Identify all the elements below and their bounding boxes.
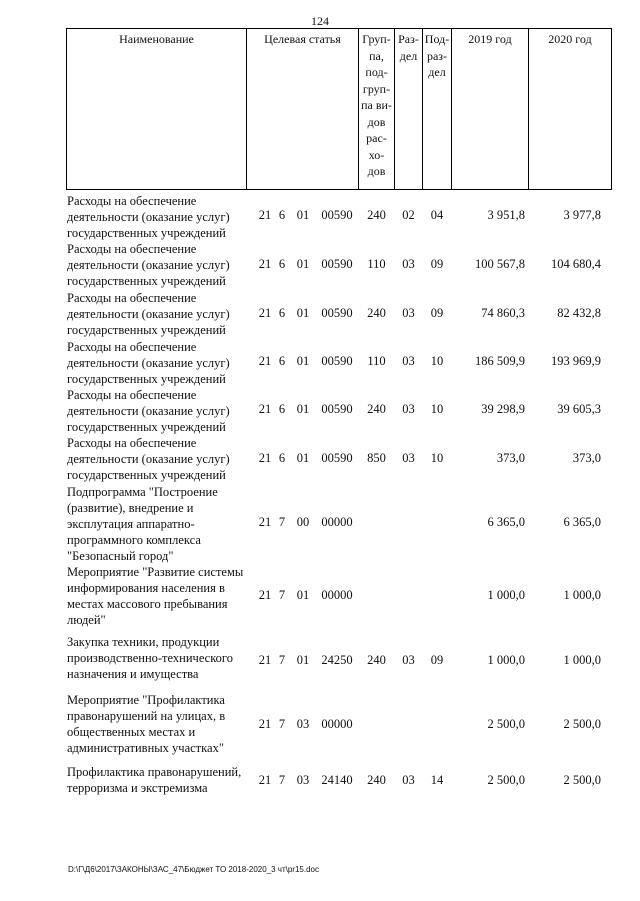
- row-name: Расходы на обеспечение деятельности (оказание услуг) государственных учреждений: [67, 388, 230, 434]
- row-code-d: 00590: [321, 306, 353, 320]
- table-row: [0, 484, 640, 564]
- row-name: Расходы на обеспечение деятельности (оказание услуг) государственных учреждений: [67, 340, 230, 386]
- row-code-b: 7: [278, 588, 286, 602]
- row-section: 03: [402, 653, 415, 667]
- header-group-line: под-: [365, 65, 388, 79]
- header-group: [359, 31, 394, 180]
- row-code-d: 00000: [321, 515, 353, 529]
- row-2019: 186 509,9: [475, 354, 525, 368]
- row-code-a: 21: [258, 653, 272, 667]
- table-header: [66, 28, 612, 190]
- header-group-line: дов: [367, 114, 386, 129]
- row-2020: 3 977,8: [563, 208, 601, 222]
- row-section: 03: [402, 354, 415, 368]
- table-row: [0, 241, 640, 290]
- row-code-d: 00590: [321, 354, 353, 368]
- row-section: 03: [402, 451, 415, 465]
- row-code-b: 6: [278, 451, 286, 465]
- row-subsection: 04: [430, 208, 444, 222]
- header-2020: 2020 год: [548, 32, 592, 46]
- row-2020: 2 500,0: [563, 717, 601, 731]
- row-section: 03: [402, 402, 415, 416]
- header-group-line: груп-: [362, 81, 391, 96]
- row-2019: 373,0: [496, 451, 525, 465]
- row-name: Мероприятие "Развитие системы информирования населения в местах массового пребывания людей": [67, 565, 244, 627]
- row-name: Профилактика правонарушений, терроризма и экстремизма: [67, 765, 242, 795]
- row-2020: 82 432,8: [557, 306, 601, 320]
- row-section: 03: [402, 257, 415, 271]
- row-code-b: 6: [278, 257, 286, 271]
- header-subsection: [423, 31, 451, 81]
- row-name: Подпрограмма "Построение (развитие), внедрение и эксплутация аппаратно-программного комплекса "Безопасный город": [67, 485, 218, 563]
- table-row: [0, 290, 640, 339]
- row-section: 02: [402, 208, 415, 222]
- row-2020: 1 000,0: [563, 588, 601, 602]
- row-code-a: 21: [258, 451, 272, 465]
- row-code-b: 6: [278, 208, 286, 222]
- table-row: [0, 193, 640, 241]
- header-subsection-line: раз-: [426, 48, 448, 63]
- row-2019: 74 860,3: [481, 306, 525, 320]
- row-code-a: 21: [258, 208, 272, 222]
- row-code-c: 03: [296, 773, 310, 787]
- row-code-d: 00000: [321, 717, 353, 731]
- row-group: 110: [367, 354, 386, 368]
- header-target: Целевая статья: [264, 32, 341, 46]
- row-name: Расходы на обеспечение деятельности (оказание услуг) государственных учреждений: [67, 194, 230, 240]
- row-2019: 100 567,8: [475, 257, 525, 271]
- header-section: [395, 31, 422, 64]
- row-code-c: 01: [296, 306, 310, 320]
- row-code-c: 01: [296, 208, 310, 222]
- header-divider: [528, 28, 529, 190]
- table-row: [0, 339, 640, 387]
- header-section-line: дел: [399, 48, 418, 63]
- row-2019: 6 365,0: [487, 515, 525, 529]
- page-number: 124: [311, 14, 329, 28]
- row-group: 240: [367, 402, 386, 416]
- row-code-a: 21: [258, 588, 272, 602]
- table-row: [0, 564, 640, 634]
- row-group: 110: [367, 257, 386, 271]
- row-code-d: 00590: [321, 257, 353, 271]
- row-code-c: 01: [296, 588, 310, 602]
- row-code-c: 03: [296, 717, 310, 731]
- row-subsection: 09: [430, 653, 444, 667]
- row-subsection: 09: [430, 257, 444, 271]
- header-subsection-line: Под-: [424, 32, 450, 46]
- row-code-a: 21: [258, 717, 272, 731]
- row-2020: 193 969,9: [551, 354, 601, 368]
- row-2020: 6 365,0: [563, 515, 601, 529]
- header-2019: 2019 год: [468, 32, 512, 46]
- row-code-c: 01: [296, 402, 310, 416]
- table-row: [0, 692, 640, 762]
- row-subsection: 09: [430, 306, 444, 320]
- row-subsection: 10: [430, 402, 444, 416]
- row-name: Расходы на обеспечение деятельности (оказание услуг) государственных учреждений: [67, 242, 230, 288]
- row-code-d: 24140: [321, 773, 353, 787]
- row-code-a: 21: [258, 402, 272, 416]
- header-group-line: Груп-: [362, 32, 391, 46]
- row-code-d: 00590: [321, 451, 353, 465]
- header-divider: [246, 28, 247, 190]
- row-code-d: 24250: [321, 653, 353, 667]
- row-code-b: 6: [278, 306, 286, 320]
- header-group-line: хо-: [368, 147, 385, 162]
- row-2019: 2 500,0: [487, 773, 525, 787]
- row-2019: 39 298,9: [481, 402, 525, 416]
- row-code-b: 6: [278, 354, 286, 368]
- file-path-footer: D:\Г\Д6\2017\ЗАКОНЫ\ЗАС_47\Бюджет ТО 2018-2020_3 чт\pr15.doc: [68, 865, 319, 874]
- row-code-a: 21: [258, 306, 272, 320]
- header-divider: [451, 28, 452, 190]
- row-group: 850: [367, 451, 386, 465]
- table-row: [0, 435, 640, 484]
- table-row: [0, 764, 640, 804]
- row-code-b: 7: [278, 653, 286, 667]
- row-code-c: 01: [296, 451, 310, 465]
- row-group: 240: [367, 773, 386, 787]
- row-code-d: 00590: [321, 402, 353, 416]
- header-group-line: рас-: [366, 131, 387, 145]
- row-2019: 2 500,0: [487, 717, 525, 731]
- row-code-c: 01: [296, 653, 310, 667]
- row-name: Закупка техники, продукции производственно-технического назначения и имущества: [67, 635, 233, 681]
- row-name: Расходы на обеспечение деятельности (оказание услуг) государственных учреждений: [67, 291, 230, 337]
- row-2020: 2 500,0: [563, 773, 601, 787]
- row-code-a: 21: [258, 257, 272, 271]
- row-code-b: 7: [278, 515, 286, 529]
- table-row: [0, 387, 640, 435]
- row-group: 240: [367, 208, 386, 222]
- row-2020: 39 605,3: [557, 402, 601, 416]
- header-section-line: Раз-: [398, 32, 419, 46]
- row-code-a: 21: [258, 515, 272, 529]
- row-subsection: 10: [430, 354, 444, 368]
- row-section: 03: [402, 306, 415, 320]
- row-2019: 1 000,0: [487, 588, 525, 602]
- row-code-a: 21: [258, 354, 272, 368]
- row-group: 240: [367, 306, 386, 320]
- row-group: 240: [367, 653, 386, 667]
- row-2020: 104 680,4: [551, 257, 601, 271]
- row-2019: 1 000,0: [487, 653, 525, 667]
- header-name: Наименование: [119, 32, 194, 46]
- row-code-b: 6: [278, 402, 286, 416]
- row-2019: 3 951,8: [487, 208, 525, 222]
- row-section: 03: [402, 773, 415, 787]
- row-code-c: 01: [296, 354, 310, 368]
- table-row: [0, 634, 640, 694]
- row-code-d: 00590: [321, 208, 353, 222]
- row-code-b: 7: [278, 773, 286, 787]
- header-subsection-line: дел: [428, 65, 446, 79]
- row-code-c: 01: [296, 257, 310, 271]
- header-group-line: па ви-: [361, 98, 392, 112]
- row-2020: 373,0: [572, 451, 601, 465]
- row-name: Расходы на обеспечение деятельности (оказание услуг) государственных учреждений: [67, 436, 230, 482]
- row-code-a: 21: [258, 773, 272, 787]
- row-code-d: 00000: [321, 588, 353, 602]
- row-code-b: 7: [278, 717, 286, 731]
- row-code-c: 00: [296, 515, 310, 529]
- row-name: Мероприятие "Профилактика правонарушений на улицах, в общественных местах и административных участках": [67, 693, 226, 755]
- row-subsection: 10: [430, 451, 444, 465]
- row-2020: 1 000,0: [563, 653, 601, 667]
- row-subsection: 14: [430, 773, 444, 787]
- header-group-line: па,: [369, 48, 384, 63]
- header-group-line: дов: [367, 164, 386, 178]
